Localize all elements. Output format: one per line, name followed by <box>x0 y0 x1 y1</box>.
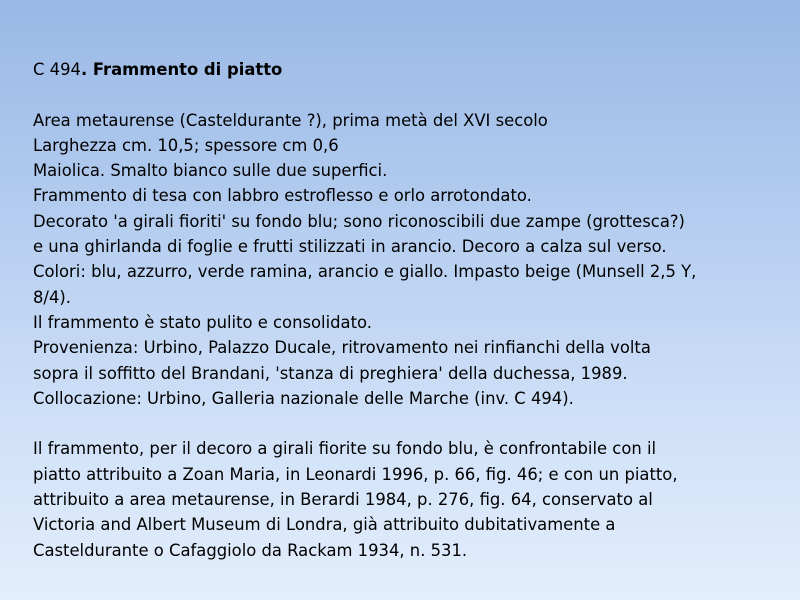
detail-line: Maiolica. Smalto bianco sulle due superfici. <box>33 161 388 181</box>
spacer <box>33 411 773 436</box>
detail-line: Area metaurense (Casteldurante ?), prima metà del XVI secolo <box>33 110 548 130</box>
comment-line: Il frammento, per il decoro a girali fiorite su fondo blu, è confrontabile con il <box>33 439 657 459</box>
spacer <box>33 82 773 107</box>
detail-line: sopra il soffitto del Brandani, 'stanza di preghiera' della duchessa, 1989. <box>33 363 628 383</box>
detail-line: Collocazione: Urbino, Galleria nazionale delle Marche (inv. C 494). <box>33 388 574 408</box>
slide-text-body <box>33 57 773 563</box>
detail-line: Colori: blu, azzurro, verde ramina, arancio e giallo. Impasto beige (Munsell 2,5 Y, <box>33 262 697 282</box>
comment-line: Casteldurante o Cafaggiolo da Rackam 1934, n. 531. <box>33 540 468 560</box>
comment-line: attribuito a area metaurense, in Berardi 1984, p. 276, fig. 64, conservato al <box>33 490 653 510</box>
detail-line: Larghezza cm. 10,5; spessore cm 0,6 <box>33 135 339 155</box>
catalog-object-name: . Frammento di piatto <box>80 60 283 79</box>
comment-line: Victoria and Albert Museum di Londra, già attribuito dubitativamente a <box>33 515 616 535</box>
detail-line: Il frammento è stato pulito e consolidato. <box>33 312 372 332</box>
detail-line: 8/4). <box>33 287 71 307</box>
detail-line: Decorato 'a girali fioriti' su fondo blu; sono riconoscibili due zampe (grottesca?) <box>33 211 685 231</box>
detail-line: e una ghirlanda di foglie e frutti stilizzati in arancio. Decoro a calza sul verso. <box>33 237 667 257</box>
detail-line: Provenienza: Urbino, Palazzo Ducale, ritrovamento nei rinfianchi della volta <box>33 338 651 358</box>
detail-line: Frammento di tesa con labbro estroflesso e orlo arrotondato. <box>33 186 532 206</box>
comment-line: piatto attribuito a Zoan Maria, in Leonardi 1996, p. 66, fig. 46; e con un piatto, <box>33 464 678 484</box>
catalog-title <box>33 57 773 82</box>
catalog-code: C 494 <box>33 60 81 79</box>
